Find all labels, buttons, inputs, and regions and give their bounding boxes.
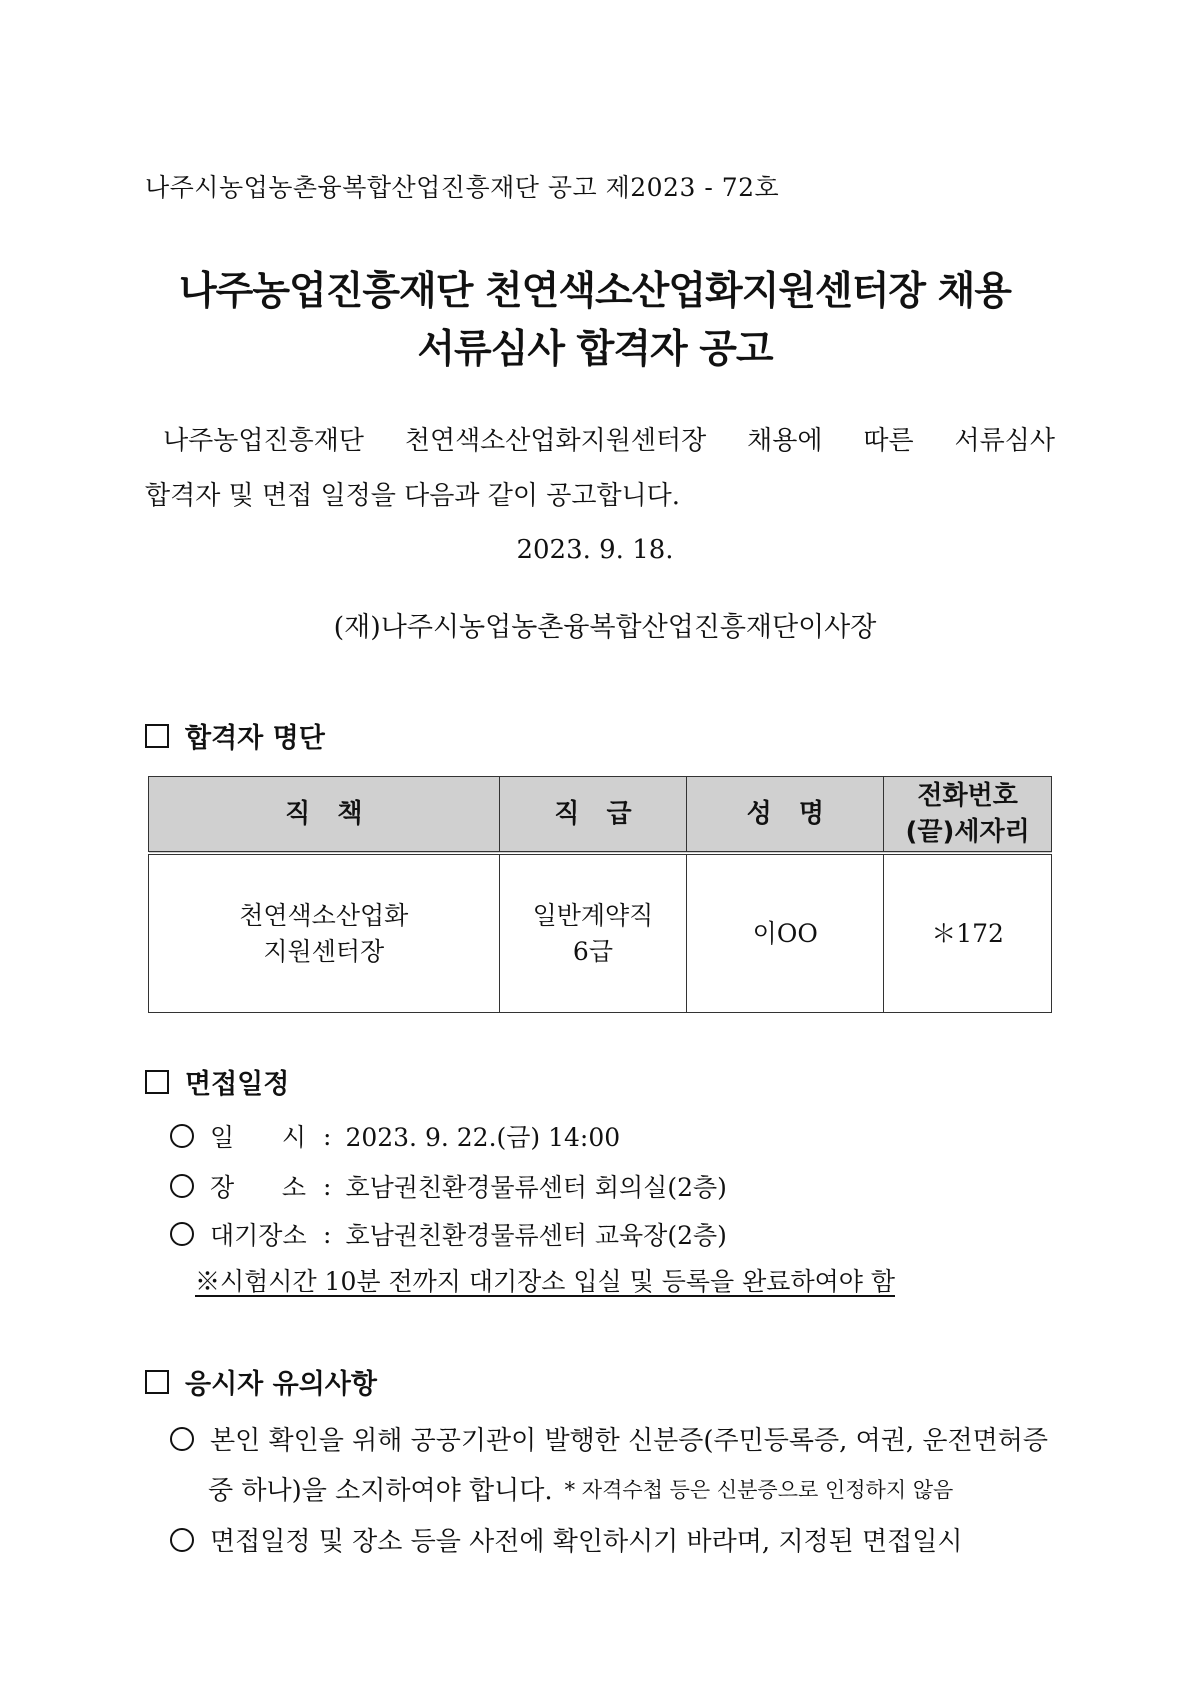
- schedule-datetime-label: 일 시: [210, 1123, 306, 1152]
- page-title-line1: 나주농업진흥재단 천연색소산업화지원센터장 채용: [179, 269, 1011, 314]
- caution-item2: [170, 1521, 1055, 1558]
- cell-name: 이OO: [687, 853, 884, 1013]
- header-position: 직 책: [149, 777, 500, 854]
- header-phone: [884, 777, 1052, 854]
- schedule-place-label: 장 소: [210, 1173, 306, 1202]
- section-roster-heading: [145, 716, 325, 755]
- caution-item1: [170, 1420, 1055, 1457]
- issuer: (재)나주시농업농촌융복합산업진흥재단이사장: [333, 612, 877, 643]
- section-caution-heading: [145, 1362, 377, 1401]
- caution-item1-small: * 자격수첩 등은 신분증으로 인정하지 않음: [564, 1477, 954, 1502]
- caution-item2-line1: 면접일정 및 장소 등을 사전에 확인하시기 바라며, 지정된 면접일시: [210, 1527, 963, 1557]
- roster-table: [148, 776, 1052, 1013]
- cell-position-line2: 지원센터장: [263, 936, 385, 966]
- header-phone-line1: 전화번호: [917, 781, 1018, 811]
- roster-header-row: [149, 777, 1052, 854]
- schedule-waiting-label: 대기장소: [210, 1221, 307, 1250]
- cell-grade-line1: 일반계약직: [532, 900, 654, 930]
- circle-bullet-icon: [170, 1124, 194, 1148]
- schedule-waiting-value: 호남권친환경물류센터 교육장(2층): [345, 1221, 727, 1250]
- section-roster-label: 합격자 명단: [185, 723, 325, 754]
- circle-bullet-icon: [170, 1528, 194, 1552]
- caution-item1-cont: [208, 1470, 1058, 1507]
- square-bullet-icon: [145, 1370, 169, 1394]
- cell-position-line1: 천연색소산업화: [239, 900, 409, 930]
- schedule-place-value: 호남권친환경물류센터 회의실(2층): [345, 1173, 727, 1202]
- header-phone-line2: (끝)세자리: [905, 817, 1030, 847]
- caution-item1-line2: 중 하나)을 소지하여야 합니다.: [208, 1476, 553, 1506]
- notice-number: 나주시농업농촌융복합산업진흥재단 공고 제2023 - 72호: [145, 173, 780, 202]
- schedule-colon: :: [323, 1121, 332, 1151]
- schedule-colon: :: [323, 1219, 332, 1249]
- schedule-place: [170, 1168, 727, 1204]
- caution-item1-line1: 본인 확인을 위해 공공기관이 발행한 신분증(주민등록증, 여권, 운전면허증: [210, 1426, 1049, 1456]
- square-bullet-icon: [145, 1070, 169, 1094]
- section-schedule-label: 면접일정: [185, 1069, 290, 1100]
- header-grade: 직 급: [499, 777, 687, 854]
- circle-bullet-icon: [170, 1222, 194, 1246]
- intro-line1: 나주농업진흥재단 천연색소산업화지원센터장 채용에 따른 서류심사: [163, 426, 1055, 456]
- schedule-note: ※시험시간 10분 전까지 대기장소 입실 및 등록을 완료하여야 함: [195, 1267, 895, 1296]
- cell-phone: ＊172: [884, 853, 1052, 1013]
- schedule-datetime-value: 2023. 9. 22.(금) 14:00: [345, 1123, 621, 1152]
- cell-grade: [499, 853, 687, 1013]
- schedule-waiting: [170, 1216, 727, 1252]
- notice-date: 2023. 9. 18.: [516, 535, 674, 565]
- square-bullet-icon: [145, 724, 169, 748]
- table-row: [149, 853, 1052, 1013]
- schedule-colon: :: [323, 1171, 332, 1201]
- circle-bullet-icon: [170, 1174, 194, 1198]
- header-name: 성 명: [687, 777, 884, 854]
- section-caution-label: 응시자 유의사항: [185, 1369, 377, 1400]
- page-title-line2: 서류심사 합격자 공고: [417, 327, 773, 372]
- circle-bullet-icon: [170, 1427, 194, 1451]
- cell-grade-line2: 6급: [572, 936, 613, 966]
- section-schedule-heading: [145, 1062, 289, 1101]
- intro-line2: 합격자 및 면접 일정을 다음과 같이 공고합니다.: [145, 481, 681, 511]
- cell-position: [149, 853, 500, 1013]
- schedule-datetime: [170, 1118, 620, 1154]
